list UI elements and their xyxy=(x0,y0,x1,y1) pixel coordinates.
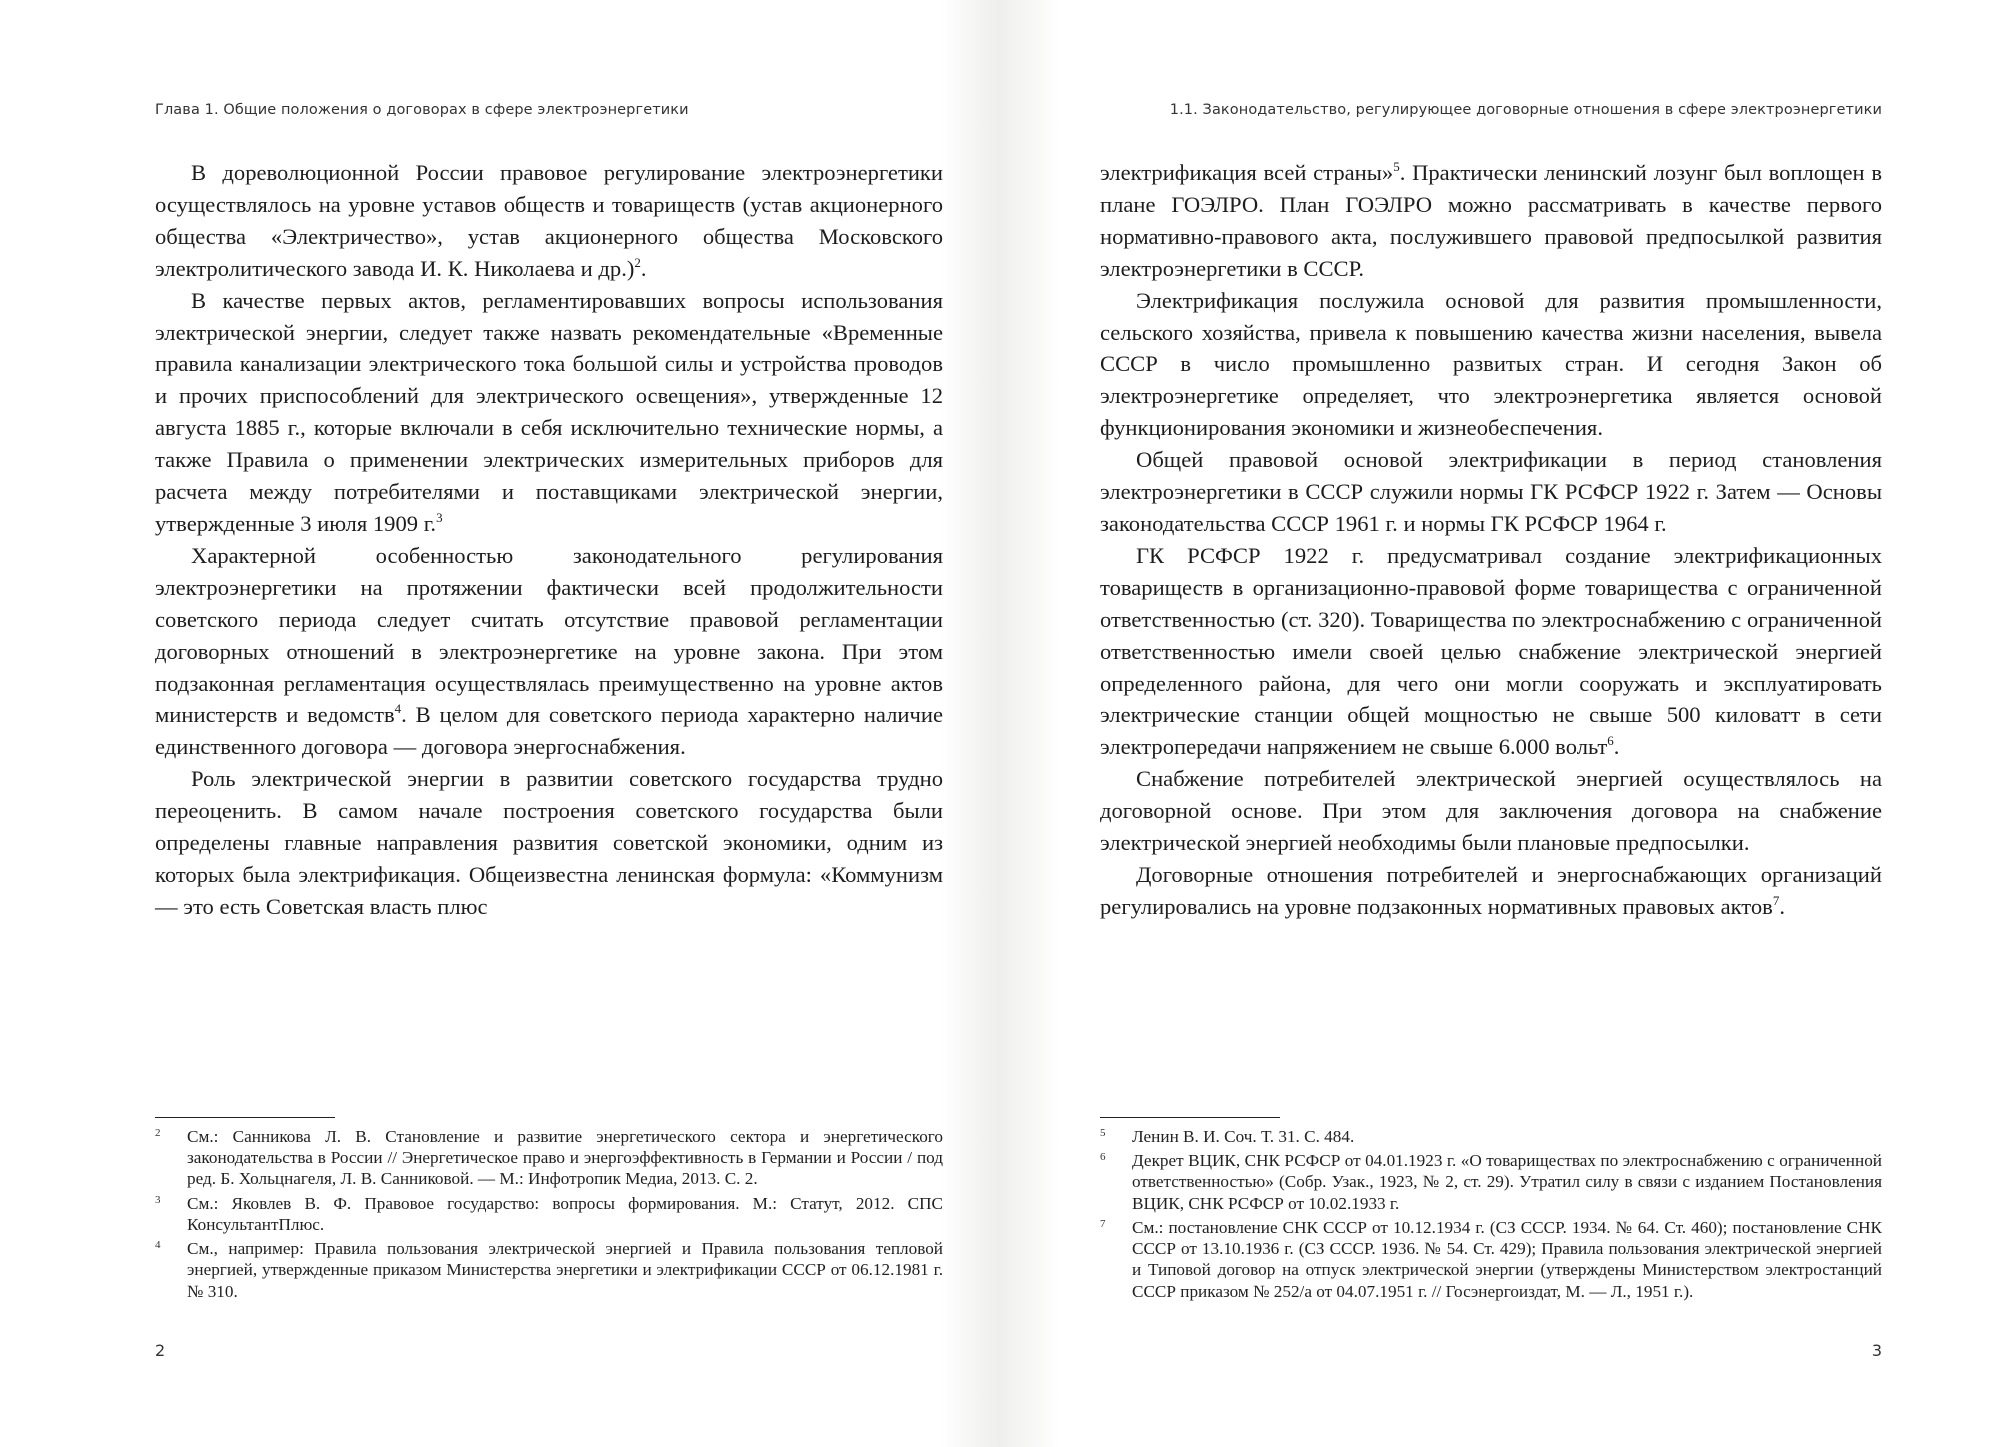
left-paragraph-2: В качестве первых актов, регламентировавших вопросы использования электрической энергии, следует также назвать рекомендательные «Временные правила канализации электрического тока большой силы и устройства проводов и прочих приспособлений для электрического освещения», утвержденные 12 августа 1885 г., которые включали в себя исключительно технические нормы, а также Правила о применении электрических измерительных приборов для расчета между потребителями и поставщиками электрической энергии, утвержденные 3 июля 1909 г.$^3$ xyxy=(155,287,943,536)
left-body-text xyxy=(155,157,943,923)
left-footnotes xyxy=(155,1117,943,1305)
footnote-ref-5[interactable]: 5 xyxy=(1393,159,1400,174)
left-paragraph-1: В дореволюционной России правовое регулирование электроэнергетики осуществлялось на уровне уставов обществ и товариществ (устав акционерного общества «Электричество», устав акционерного общества Московского электролитического завода И. К. Николаева и др.)$^2$. xyxy=(155,160,943,281)
footnote-text: Декрет ВЦИК, СНК РСФСР от 04.01.1923 г. «О товариществах по электроснабжению с ограниченной ответственностью» (Собр. Узак., 1923, № 2, ст. 29). Утратил силу в связи с изданием Постановления ВЦИК, СНК РСФСР от 10.02.1933 г. xyxy=(1132,1150,1882,1213)
footnote-ref-3[interactable]: 3 xyxy=(436,509,443,525)
footnote-ref-7[interactable]: 7 xyxy=(1772,892,1780,908)
footnote xyxy=(155,1238,943,1302)
footnote-number: 7 xyxy=(1100,1217,1106,1230)
left-page-number: 2 xyxy=(155,1341,166,1360)
footnote-text: См.: постановление СНК СССР от 10.12.1934 г. (СЗ СССР. 1934. № 64. Ст. 460); постановление СНК СССР от 13.10.1936 г. (СЗ СССР. 1936. № 54. Ст. 429); Правила пользования электрической энергией и Типовой договор на отпуск электрической энергии (утверждены Министерством электростанций СССР приказом № 252/а от 04.07.1951 г. // Госэнергоиздат, М. — Л., 1951 г.). xyxy=(1132,1217,1882,1301)
right-paragraph-6: Договорные отношения потребителей и энергоснабжающих организаций регулировались на уровне подзаконных нормативных правовых актов$^7$. xyxy=(1100,861,1882,919)
left-paragraph-4: Роль электрической энергии в развитии советского государства трудно переоценить. В самом начале построения советского государства были определены главные направления развития советской экономики, одним из которых была электрификация. Общеизвестна ленинская формула: «Коммунизм — это есть Советская власть плюс xyxy=(155,766,943,919)
right-footnotes xyxy=(1100,1117,1882,1305)
footnote xyxy=(155,1193,943,1236)
footnote-text: Ленин В. И. Соч. Т. 31. С. 484. xyxy=(1132,1126,1355,1146)
footnote-text: См.: Санникова Л. В. Становление и развитие энергетического сектора и энергетического законодательства в России // Энергетическое право и энергоэффективность в Германии и России / под ред. Б. Хольцнагеля, Л. В. Санниковой. — М.: Инфотропик Медиа, 2013. С. 2. xyxy=(187,1126,943,1189)
footnote-number: 2 xyxy=(155,1126,161,1139)
footnote xyxy=(1100,1126,1882,1147)
footnote-number: 3 xyxy=(155,1193,161,1206)
footnote-divider xyxy=(1100,1117,1280,1118)
footnote-number: 4 xyxy=(155,1239,161,1252)
right-paragraph-3: Общей правовой основой электрификации в период становления электроэнергетики в СССР служили нормы ГК РСФСР 1922 г. Затем — Основы законодательства СССР 1961 г. и нормы ГК РСФСР 1964 г. xyxy=(1100,447,1882,536)
right-paragraph-2: Электрификация послужила основой для развития промышленности, сельского хозяйства, привела к повышению качества жизни населения, вывела СССР в число промышленно развитых стран. И сегодня Закон об электроэнергетике определяет, что электроэнергетика является основой функционирования экономики и жизнеобеспечения. xyxy=(1100,287,1882,441)
footnote-ref-2[interactable]: 2 xyxy=(634,254,641,270)
footnote xyxy=(1100,1150,1882,1214)
left-running-head: Глава 1. Общие положения о договорах в сфере электроэнергетики xyxy=(155,102,689,118)
footnote xyxy=(155,1126,943,1190)
footnote-number: 5 xyxy=(1100,1126,1106,1139)
right-page-number: 3 xyxy=(1871,1341,1882,1360)
footnote-ref-4[interactable]: 4 xyxy=(394,701,402,717)
right-paragraph-4: ГК РСФСР 1922 г. предусматривал создание электрификационных товариществ в организационно-правовой форме товарищества с ограниченной ответственностью (ст. 320). Товарищества по электроснабжению с ограниченной ответственностью имели своей целью снабжение электрической энергией определенного района, для чего они могли сооружать и эксплуатировать электрические станции общей мощностью не свыше 500 киловатт в сети электропередачи напряжением не свыше 6.000 вольт$^6$. xyxy=(1100,542,1882,760)
footnote-divider xyxy=(155,1117,335,1118)
right-paragraph-5: Снабжение потребителей электрической энергией осуществлялось на договорной основе. При этом для заключения договора на снабжение электрической энергией необходимы были плановые предпосылки. xyxy=(1100,766,1882,856)
left-paragraph-3: Характерной особенностью законодательного регулирования электроэнергетики на протяжении фактически всей продолжительности советского периода следует считать отсутствие правовой регламентации договорных отношений в электроэнергетике на уровне закона. При этом подзаконная регламентация осуществлялась преимущественно на уровне актов министерств и ведомств$^4$. В целом для советского периода характерно наличие единственного договора — договора энергоснабжения. xyxy=(155,542,943,760)
right-running-head: 1.1. Законодательство, регулирующее договорные отношения в сфере электроэнергетики xyxy=(1169,102,1882,118)
footnote xyxy=(1100,1217,1882,1302)
footnote-text: См.: Яковлев В. Ф. Правовое государство: вопросы формирования. М.: Статут, 2012. СПС КонсультантПлюс. xyxy=(187,1193,943,1234)
footnote-number: 6 xyxy=(1100,1150,1106,1163)
right-body-text xyxy=(1100,157,1882,923)
footnote-ref-6[interactable]: 6 xyxy=(1607,733,1614,749)
footnote-text: См., например: Правила пользования электрической энергией и Правила пользования тепловой энергией, утвержденные приказом Министерства энергетики и электрификации СССР от 06.12.1981 г. № 310. xyxy=(187,1239,943,1301)
right-paragraph-1: электрификация всей страны»$^5$. Практически ленинский лозунг был воплощен в плане ГОЭЛРО. План ГОЭЛРО можно рассматривать в качестве первого нормативно-правового акта, послужившего правовой предпосылкой развития электроэнергетики в СССР. xyxy=(1100,159,1882,281)
right-page xyxy=(1000,0,2000,1447)
